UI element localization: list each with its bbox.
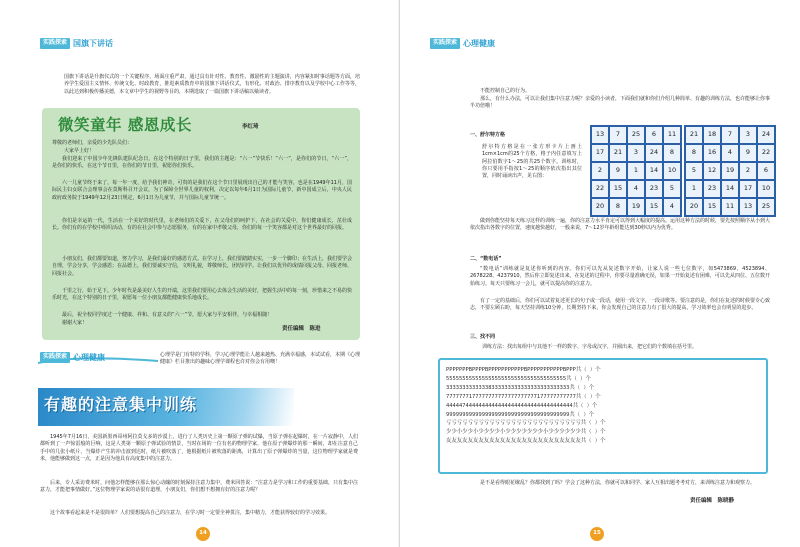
grid-cell: 16 <box>703 144 721 162</box>
article-paragraph: 我们迎来了中国少年先锋队建队纪念日，在这个特别的日子里，我们的主题是：“六一”节快乐！“六一”，是你们的节日，“六一”，是你们的快乐，在这个节日里，在你们的节日里，祝愿你们快乐。 <box>52 156 352 170</box>
article-paragraph: 小朋友们，我们都要知道，努力学习，是我们最好的感恩方式。在学习上，我们要踏踏实实，一步一个脚印；在生活上，我们要学会自理，学会分享，学会感恩；在品德上，我们要诚实守信，文明礼貌，尊敬师长，团结同学。让我们以优异的成绩回报父母、回报老师、回报社会。 <box>52 256 353 277</box>
grid-cell: 12 <box>703 162 721 180</box>
grid-cell: 4 <box>627 180 645 198</box>
grid-cell: 23 <box>703 180 721 198</box>
intro-text: 那么，有什么办法，可以让我们集中注意力呢？亲爱的小读者，下面我们就和你们介绍几种简单、有趣的训练方法，也许能够让你事半功倍哦！ <box>470 96 771 110</box>
section-header <box>430 38 495 50</box>
grid-cell: 21 <box>685 126 703 144</box>
grid-cell: 14 <box>645 162 663 180</box>
grid-cell: 5 <box>663 180 681 198</box>
schulte-grid-2 <box>684 125 776 217</box>
grid-cell: 7 <box>609 126 627 144</box>
page-right <box>400 0 800 547</box>
grid-cell: 17 <box>591 144 609 162</box>
grid-cell: 23 <box>645 180 663 198</box>
section-title: 心理健康 <box>73 353 106 362</box>
exercise-text: “数电话”训练就是复述你听到的内容。你们可以先从复述数字开始，让家人说一些七位数字，如5473869、4523894、2678228、4237910，然后你立即复述出来，在复述的过程中，你要尽量准确无误，如果一开始复述有困难，可以先从四位、五位数开始练习。每天只要练习一会儿，就可以提高你的注意力。 <box>470 266 770 287</box>
grid-cell: 10 <box>757 180 775 198</box>
grid-cell: 6 <box>757 162 775 180</box>
grid-cell: 21 <box>609 144 627 162</box>
section-title: 国旗下讲话 <box>73 39 114 48</box>
article-thanks: 谢谢大家！ <box>62 320 88 326</box>
article-paragraph: 千里之行，始于足下。少年时代是最美好人生的开端，这里我们要用心去体会生活的美好，把握生活中的每一刻，珍惜来之不易的快乐时光，在这个特别的日子里，祝愿每一位小朋友都能健康快乐地成长。 <box>52 288 353 302</box>
section-tag: 实践探索 <box>430 38 460 49</box>
exercise-heading: 三、找不同 <box>470 334 496 340</box>
banner-title: 有趣的注意集中训练 <box>44 395 198 414</box>
grid-cell: 22 <box>591 180 609 198</box>
grid-cell: 25 <box>757 198 775 216</box>
grid-cell: 9 <box>739 144 757 162</box>
article-paragraph: 六一儿童节终于来了，每一年一度，给予我们神奇，可贵的是我们在这个节日里展现出自己的才能与笑容，也是在1949年11月，国际民主妇女联合会理事会在莫斯科召开会议，为了保障全世界儿童的权利，决定以每年6月1日为国际儿童节，新中国成立后，中央人民政府政务院于1949年12月23日规定，6月1日为儿童节，并与国际儿童节统一。 <box>52 180 352 201</box>
grid-cell: 3 <box>739 126 757 144</box>
grid-cell: 2 <box>591 162 609 180</box>
grid-cell: 2 <box>739 162 757 180</box>
grid-cell: 15 <box>645 198 663 216</box>
grid-cell: 15 <box>609 180 627 198</box>
article-greeting: 尊敬的老师们，亲爱的少先队员们： <box>52 140 133 146</box>
closing-paragraph: 是不是看得眼花缭乱？你都找到了吗？学会了这种方法，你就可以和同学、家人互相出题考考对方，来训练注意力和观察力。 <box>480 480 756 486</box>
grid-cell: 8 <box>663 144 681 162</box>
grid-cell: 25 <box>627 126 645 144</box>
section-title: 心理健康 <box>463 39 496 48</box>
puzzle-row: 友友友友友友友友友友友友友友友友友友友友友友友友友共（ ）个 <box>446 438 606 445</box>
section-header <box>40 352 105 364</box>
section-tag: 实践探索 <box>40 38 70 49</box>
grid-cell: 7 <box>721 126 739 144</box>
grid-cell: 17 <box>739 180 757 198</box>
grid-cell: 4 <box>721 144 739 162</box>
puzzle-row: 33333333333338333333333333333333333333共（ ）个 <box>446 384 595 391</box>
body-paragraph: 后来，专人采访费米时，问他怎样能够在那么惊心动魄的时刻保持注意力集中，费米回答说：“注意力是学习和工作的重要基础，只有集中注意力，才能把事情做好。”这位物理学家说的话很有道理，小朋友们，你们想不想拥有好的注意力呢？ <box>40 480 358 494</box>
grid-cell: 20 <box>685 198 703 216</box>
grid-cell: 15 <box>703 198 721 216</box>
grid-cell: 19 <box>721 162 739 180</box>
puzzle-row: 少少小少少小少少少少小少少少少少少少小少少少少少少共（ ）个 <box>446 429 606 436</box>
puzzle-row: PPPPPPPBPPPPBPPPPPPPPPPPBPPPPPPPPPPPBPPP共（ ）个 <box>446 367 601 373</box>
grid-cell: 24 <box>645 144 663 162</box>
editor-signature: 责任编辑 陈晓静 <box>690 498 735 504</box>
puzzle-row: 444447444444444444444444444444444444444共（ ）个 <box>446 402 598 409</box>
exercise-text: 做到你能坚持每天练习这样的训练一遍，你的注意力水平肯定可以得到大幅度的提高。运用这种方法的时候，要先按照顺序从小到大依次指出各数字的位置，速度越快越好，一般来说，7～12岁年龄组能达到30秒以内为优秀。 <box>470 218 771 232</box>
puzzle-row: 亏亏亏亏亏亏亏亏亏亏亏亏亏亏亏亏亏亏亏亏亏亏亏亏亏共（ ）个 <box>446 420 606 427</box>
exercise-text: 训练方法：找出每组中与其他不一样的数字、字母或汉字，并圈出来，把它们的个数填在括号里。 <box>482 344 698 350</box>
grid-cell: 14 <box>721 180 739 198</box>
exercise-heading: 一、舒尔特方格 <box>470 132 506 138</box>
article-author: 李红琦 <box>242 124 259 130</box>
grid-cell: 13 <box>591 126 609 144</box>
puzzle-row: 99999999999999999999999999999999999999共（ ）个 <box>446 411 595 418</box>
page-number: 14 <box>196 527 210 541</box>
grid-cell: 5 <box>685 162 703 180</box>
find-difference-box <box>438 358 768 474</box>
article-paragraph: 你们是幸运的一代，生活在一个美好的时代里，在老师们的关爱下，在父母们的呵护下，在社会的关爱中，你们健康成长，茁壮成长。你们有的在学校中组织活动，有的在社会中参与志愿服务，有的在家中孝敬父母，你们的每一个笑容都是对这个世界最好的回报。 <box>52 218 352 232</box>
intro-text: 不能控制自己的行为。 <box>480 88 531 94</box>
exercise-text: 有了一定的基础后，你们可以试着复述更长的句子或一段话，使用一段文字，一段诗歌等。要注意的是，你们在复述的时候要专心致志，不要左顾右盼，每天坚持训练10分钟，长期坚持下来，你会发现自己的注意力有了很大的提高，学习效率也会有明显的进步。 <box>470 298 771 312</box>
page-number: 15 <box>590 527 604 541</box>
grid-cell: 6 <box>645 126 663 144</box>
puzzle-row: 7777777177777777777777777777177777777777共（ ）个 <box>446 393 601 400</box>
intro-paragraph: 国旗下讲话是升旗仪式的一个关键程序，场面庄重严肃，通过具有针对性、教育性、激励性的主题演讲，内容紧扣时事话题等方面，培养学生爱国主义情怀、传统文化、时政教育，推进素质教育中的国旗下讲话仪式，有形化、对政治、排序教育以及学校中心工作等等，以此达到积极传播美德，本文章中学生的视野等目的，本期选取了一篇国旗下讲话稿以飨读者。 <box>64 74 360 95</box>
grid-cell: 1 <box>685 180 703 198</box>
body-paragraph: 这个故事看起来是不是很简单？人们要想提高自己的注意力，在学习时一定要全神贯注，集中精力，才能获得较好的学习效果。 <box>50 510 331 516</box>
grid-cell: 19 <box>627 198 645 216</box>
exercise-text: 舒尔特方格是在一张方形卡片上画上1cm×1cm的25个方格，格子内任意填写上阿拉伯数字1～25的共25个数字。训练时，你只要用手指按1～25的顺序依次指出其位置，同时诵读出声，见右图： <box>482 144 582 179</box>
grid-cell: 18 <box>703 126 721 144</box>
editor-signature: 责任编辑 陈进 <box>282 326 321 332</box>
grid-cell: 22 <box>757 144 775 162</box>
grid-cell: 10 <box>663 162 681 180</box>
grid-cell: 3 <box>627 144 645 162</box>
section-tag: 实践探索 <box>40 352 70 363</box>
section-header <box>40 38 113 50</box>
intro-paragraph: 心理学是门有特的学科，学习心理学能让人越来越热、充满幸福感，本试试看，本期《心理健康》栏目推出的趣味心理学课程也许对你会有用噢！ <box>160 352 361 366</box>
puzzle-row: 5555555555555555555555555555555555555共（ ）个 <box>446 375 591 382</box>
grid-cell: 9 <box>609 162 627 180</box>
schulte-grid-1 <box>590 125 682 217</box>
body-paragraph: 1945年7月16日，美国新墨西哥州阿拉莫戈多的沙漠上，进行了人类历史上第一颗原子弹的试爆，当原子弹在起爆时，在一片寂静中，人们都听到了一声惊雷般的巨响，这是人类第一颗原子弹试验的情景，当时在场的一位有名的物理学家，他在原子弹爆炸的那一瞬间，却在注意自己手中的几张小纸片，当爆炸产生的冲击波到达时，纸片被吹落了，他根据纸片被吹落的距离，计算出了原子弹爆炸的当量，这位物理学家就是费米，他能够做到这一点，正是因为他具有高度集中的注意力。 <box>40 434 358 462</box>
grid-cell: 20 <box>591 198 609 216</box>
grid-cell: 13 <box>739 198 757 216</box>
article-hello: 大家早上好！ <box>64 148 95 154</box>
grid-cell: 4 <box>663 198 681 216</box>
grid-cell: 11 <box>721 198 739 216</box>
article-paragraph: 最后，祝全校同学度过一个健康、祥和、有意义的“六一”节，愿大家与平安相伴，与幸福相随！ <box>62 312 273 318</box>
exercise-heading: 二、“数电话” <box>470 256 502 262</box>
grid-cell: 11 <box>663 126 681 144</box>
grid-cell: 8 <box>685 144 703 162</box>
grid-cell: 8 <box>609 198 627 216</box>
grid-cell: 1 <box>627 162 645 180</box>
grid-cell: 24 <box>757 126 775 144</box>
article-title: 微笑童年 感恩成长 <box>58 115 192 134</box>
